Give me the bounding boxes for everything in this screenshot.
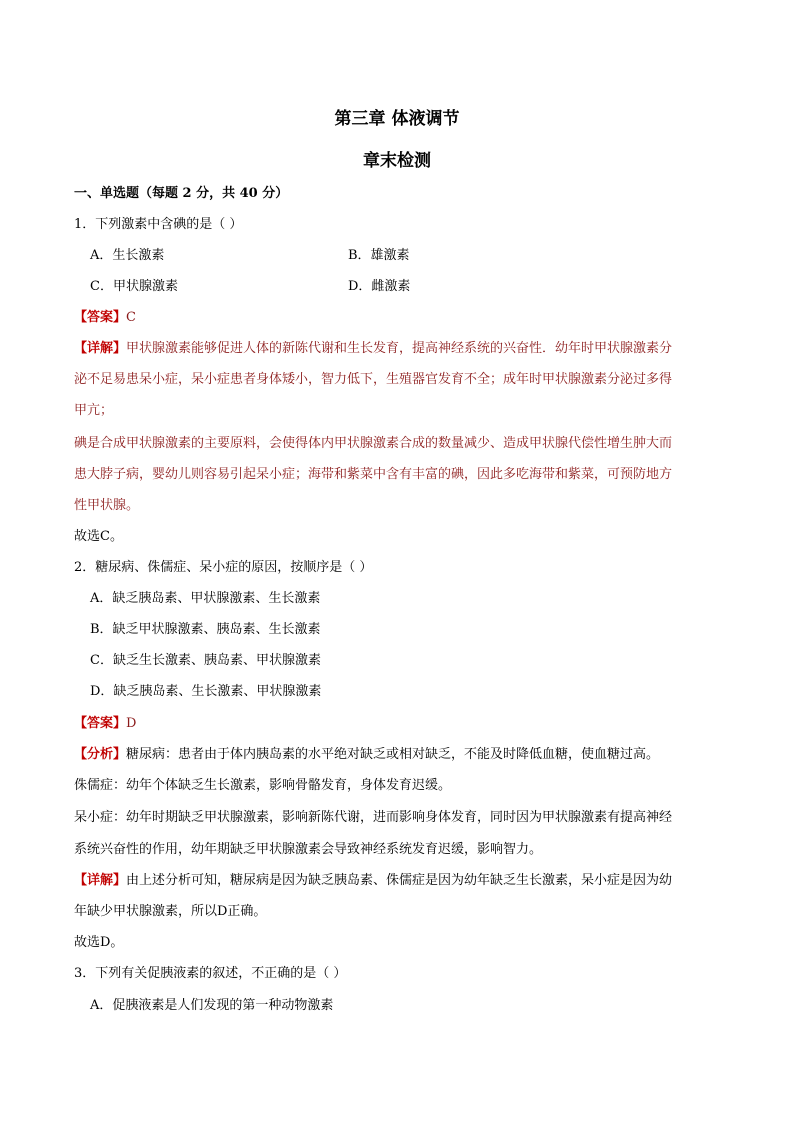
q2-answer — [74, 714, 720, 734]
q2-analysis-line: 呆小症：幼年时期缺乏甲状腺激素，影响新陈代谢，进而影响身体发育，同时因为甲状腺激素有提高神经 — [74, 810, 673, 825]
q1-option-a: A．生长激素 — [90, 248, 165, 263]
q1-detail-line: 碘是合成甲状腺激素的主要原料，会使得体内甲状腺激素合成的数量减少、造成甲状腺代偿性增生肿大而 — [74, 436, 673, 451]
q2-stem: 2．糖尿病、侏儒症、呆小症的原因，按顺序是（ ） — [74, 560, 373, 575]
q1-option-b: B．雄激素 — [348, 248, 410, 263]
q1-detail-line: 泌不足易患呆小症，呆小症患者身体矮小，智力低下，生殖器官发育不全；成年时甲状腺激素分泌过多得 — [74, 372, 673, 387]
q3-stem: 3．下列有关促胰液素的叙述，不正确的是（ ） — [74, 966, 347, 981]
q2-analysis-line: 系统兴奋性的作用，幼年期缺乏甲状腺激素会导致神经系统发育迟缓，影响智力。 — [74, 842, 543, 857]
detail-text: 由上述分析可知，糖尿病是因为缺乏胰岛素、侏儒症是因为幼年缺乏生长激素，呆小症是因为幼 — [126, 873, 673, 888]
q1-option-c: C．甲状腺激素 — [90, 279, 178, 294]
section-heading: 一、单选题（每题 2 分，共 40 分） — [74, 186, 289, 201]
q1-conclusion: 故选C。 — [74, 529, 123, 544]
detail-text: 甲状腺激素能够促进人体的新陈代谢和生长发育，提高神经系统的兴奋性．幼年时甲状腺激素分 — [126, 341, 673, 356]
q2-detail-line: 年缺少甲状腺激素，所以D正确。 — [74, 904, 267, 919]
q1-detail-line: 性甲状腺。 — [74, 498, 140, 513]
q3-option-a: A．促胰液素是人们发现的第一种动物激素 — [90, 998, 334, 1013]
chapter-title: 第三章 体液调节 — [334, 109, 460, 129]
answer-tag: 【答案】 — [74, 716, 127, 731]
q1-option-d: D．雌激素 — [348, 279, 411, 294]
analysis-text: 糖尿病：患者由于体内胰岛素的水平绝对缺乏或相对缺乏，不能及时降低血糖，使血糖过高。 — [126, 747, 660, 762]
detail-tag: 【详解】 — [74, 341, 127, 356]
q2-option-b: B．缺乏甲状腺激素、胰岛素、生长激素 — [90, 622, 321, 637]
q1-answer — [74, 308, 720, 328]
q2-option-a: A．缺乏胰岛素、甲状腺激素、生长激素 — [90, 591, 321, 606]
answer-tag: 【答案】 — [74, 310, 127, 325]
q2-detail-line — [74, 871, 720, 891]
q2-analysis-line: 侏儒症：幼年个体缺乏生长激素，影响骨骼发育，身体发育迟缓。 — [74, 778, 452, 793]
q2-option-d: D．缺乏胰岛素、生长激素、甲状腺激素 — [90, 684, 322, 699]
q1-detail-line — [74, 339, 720, 359]
q2-conclusion: 故选D。 — [74, 935, 124, 950]
answer-value: C — [126, 310, 136, 325]
detail-tag: 【详解】 — [74, 873, 127, 888]
q2-option-c: C．缺乏生长激素、胰岛素、甲状腺激素 — [90, 653, 321, 668]
analysis-tag: 【分析】 — [74, 747, 127, 762]
q2-analysis-line — [74, 745, 720, 765]
q1-stem: 1．下列激素中含碘的是（ ） — [74, 217, 243, 232]
q1-detail-line: 甲亢； — [74, 403, 114, 418]
page-subtitle: 章末检测 — [363, 151, 431, 171]
answer-value: D — [126, 716, 137, 731]
q1-detail-line: 患大脖子病，婴幼儿则容易引起呆小症；海带和紫菜中含有丰富的碘，因此多吃海带和紫菜，可预防地方 — [74, 467, 673, 482]
